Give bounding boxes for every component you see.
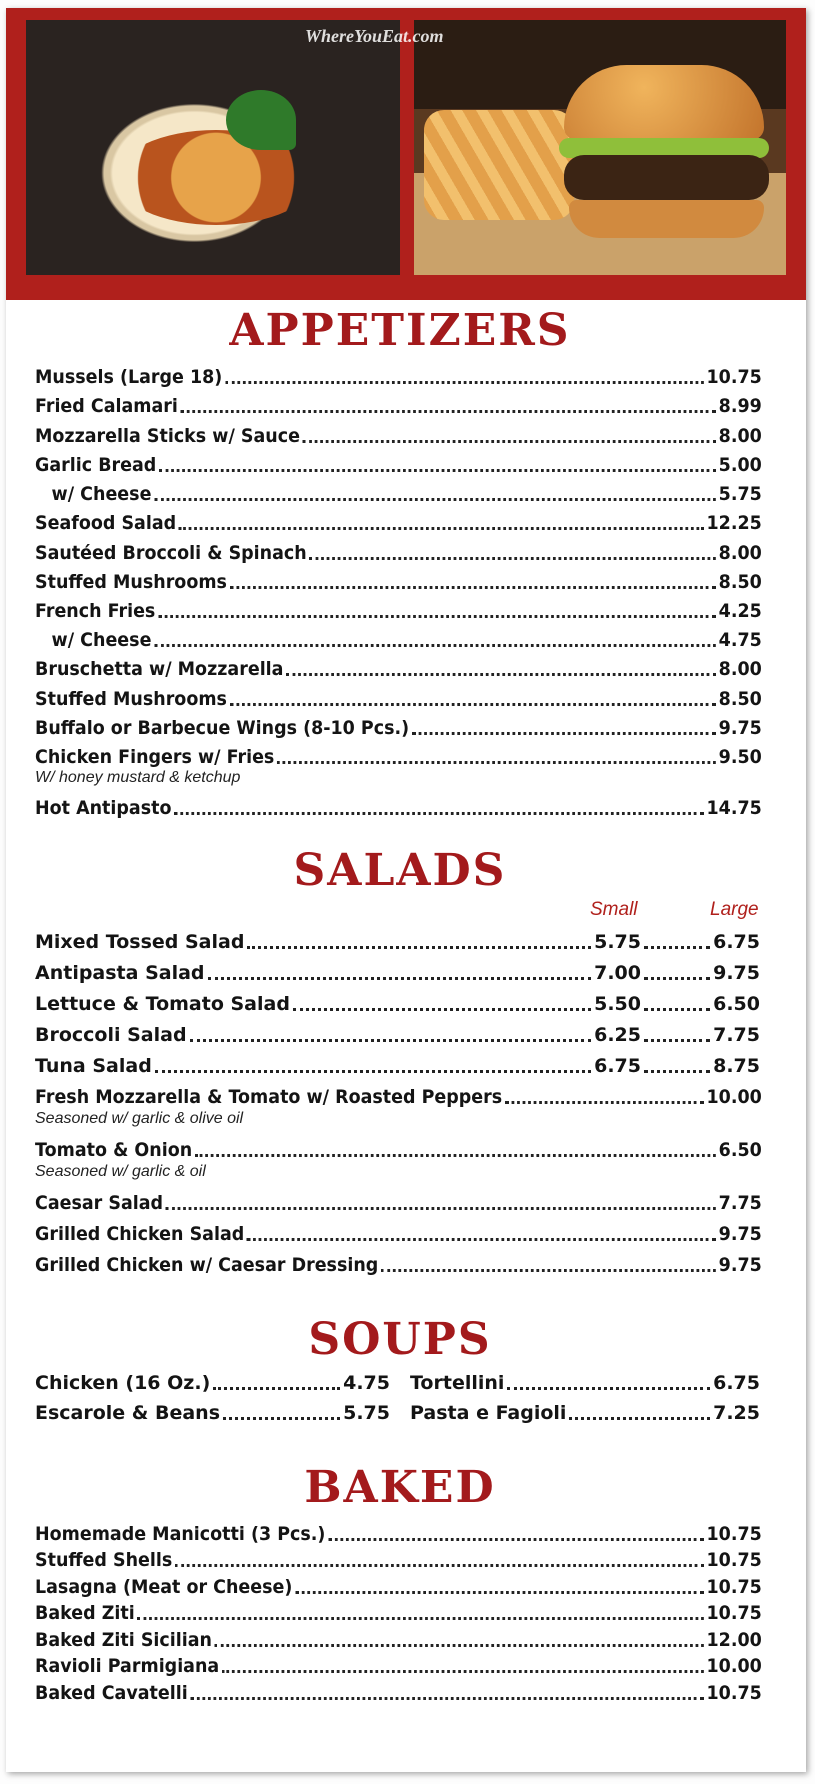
menu-item: Bruschetta w/ Mozzarella 8.00	[35, 658, 762, 680]
menu-item: Stuffed Shells 10.75	[35, 1549, 762, 1571]
menu-item: Pasta e Fagioli 7.25	[410, 1402, 760, 1424]
menu-item: w/ Cheese 5.75	[51, 483, 762, 505]
menu-item-large-price: 6.50	[641, 989, 760, 1015]
burger-patty-shape	[564, 155, 769, 200]
menu-item-large-price: 6.75	[641, 927, 760, 953]
menu-item: Seafood Salad 12.25	[35, 512, 762, 534]
menu-item: Mussels (Large 18) 10.75	[35, 366, 762, 388]
watermark: WhereYouEat.com	[305, 26, 444, 46]
menu-item: Fried Calamari 8.99	[35, 395, 762, 417]
menu-item: Antipasta Salad 7.00	[35, 962, 641, 984]
column-header-large: Large	[710, 899, 759, 920]
menu-item: Stuffed Mushrooms 8.50	[35, 571, 762, 593]
fries-shape	[424, 110, 574, 220]
menu-item: Lasagna (Meat or Cheese) 10.75	[35, 1576, 762, 1598]
menu-item: Hot Antipasto 14.75	[35, 797, 762, 819]
menu-item: Stuffed Mushrooms 8.50	[35, 688, 762, 710]
menu-item: Mozzarella Sticks w/ Sauce 8.00	[35, 425, 762, 447]
menu-item: Tuna Salad 6.75	[35, 1055, 641, 1077]
menu-item: Tortellini 6.75	[410, 1372, 760, 1394]
menu-item: Baked Cavatelli 10.75	[35, 1682, 762, 1704]
menu-item: Grilled Chicken Salad 9.75	[35, 1223, 762, 1245]
menu-item-note: Seasoned w/ garlic & oil	[35, 1163, 206, 1180]
menu-item: Mixed Tossed Salad 5.75	[35, 931, 641, 953]
salads-title: SALADS	[293, 845, 507, 896]
menu-item: Broccoli Salad 6.25	[35, 1024, 641, 1046]
menu-item: Baked Ziti Sicilian 12.00	[35, 1629, 762, 1651]
burger-fries-photo	[414, 20, 786, 275]
menu-item-large-price: 9.75	[641, 958, 760, 984]
menu-item: Tomato & Onion 6.50	[35, 1139, 762, 1161]
burger-bun-bottom-shape	[569, 200, 764, 238]
menu-item-note: Seasoned w/ garlic & olive oil	[35, 1110, 244, 1127]
menu-item: Caesar Salad 7.75	[35, 1192, 762, 1214]
menu-item: Chicken Fingers w/ Fries 9.50	[35, 746, 762, 768]
menu-item: French Fries 4.25	[35, 600, 762, 622]
burger-bun-top-shape	[564, 65, 764, 140]
soups-title: SOUPS	[308, 1314, 492, 1365]
pasta-photo	[26, 20, 400, 275]
menu-item-note: W/ honey mustard & ketchup	[35, 769, 241, 786]
baked-title: BAKED	[304, 1462, 496, 1513]
menu-item: Lettuce & Tomato Salad 5.50	[35, 993, 641, 1015]
menu-item-large-price: 7.75	[641, 1020, 760, 1046]
menu-item: Buffalo or Barbecue Wings (8-10 Pcs.) 9.75	[35, 717, 762, 739]
basil-garnish-shape	[226, 90, 296, 150]
appetizers-title: APPETIZERS	[229, 305, 571, 356]
menu-item: Homemade Manicotti (3 Pcs.) 10.75	[35, 1523, 762, 1545]
menu-item: Chicken (16 Oz.) 4.75	[35, 1372, 390, 1394]
menu-item: Fresh Mozzarella & Tomato w/ Roasted Peppers 10.00	[35, 1086, 762, 1108]
menu-item: Ravioli Parmigiana 10.00	[35, 1655, 762, 1677]
menu-item: Grilled Chicken w/ Caesar Dressing 9.75	[35, 1254, 762, 1276]
menu-item: w/ Cheese 4.75	[51, 629, 762, 651]
menu-item-large-price: 8.75	[641, 1051, 760, 1077]
menu-item: Baked Ziti 10.75	[35, 1602, 762, 1624]
menu-item: Garlic Bread 5.00	[35, 454, 762, 476]
menu-item: Escarole & Beans 5.75	[35, 1402, 390, 1424]
column-header-small: Small	[590, 899, 638, 920]
menu-item: Sautéed Broccoli & Spinach 8.00	[35, 542, 762, 564]
